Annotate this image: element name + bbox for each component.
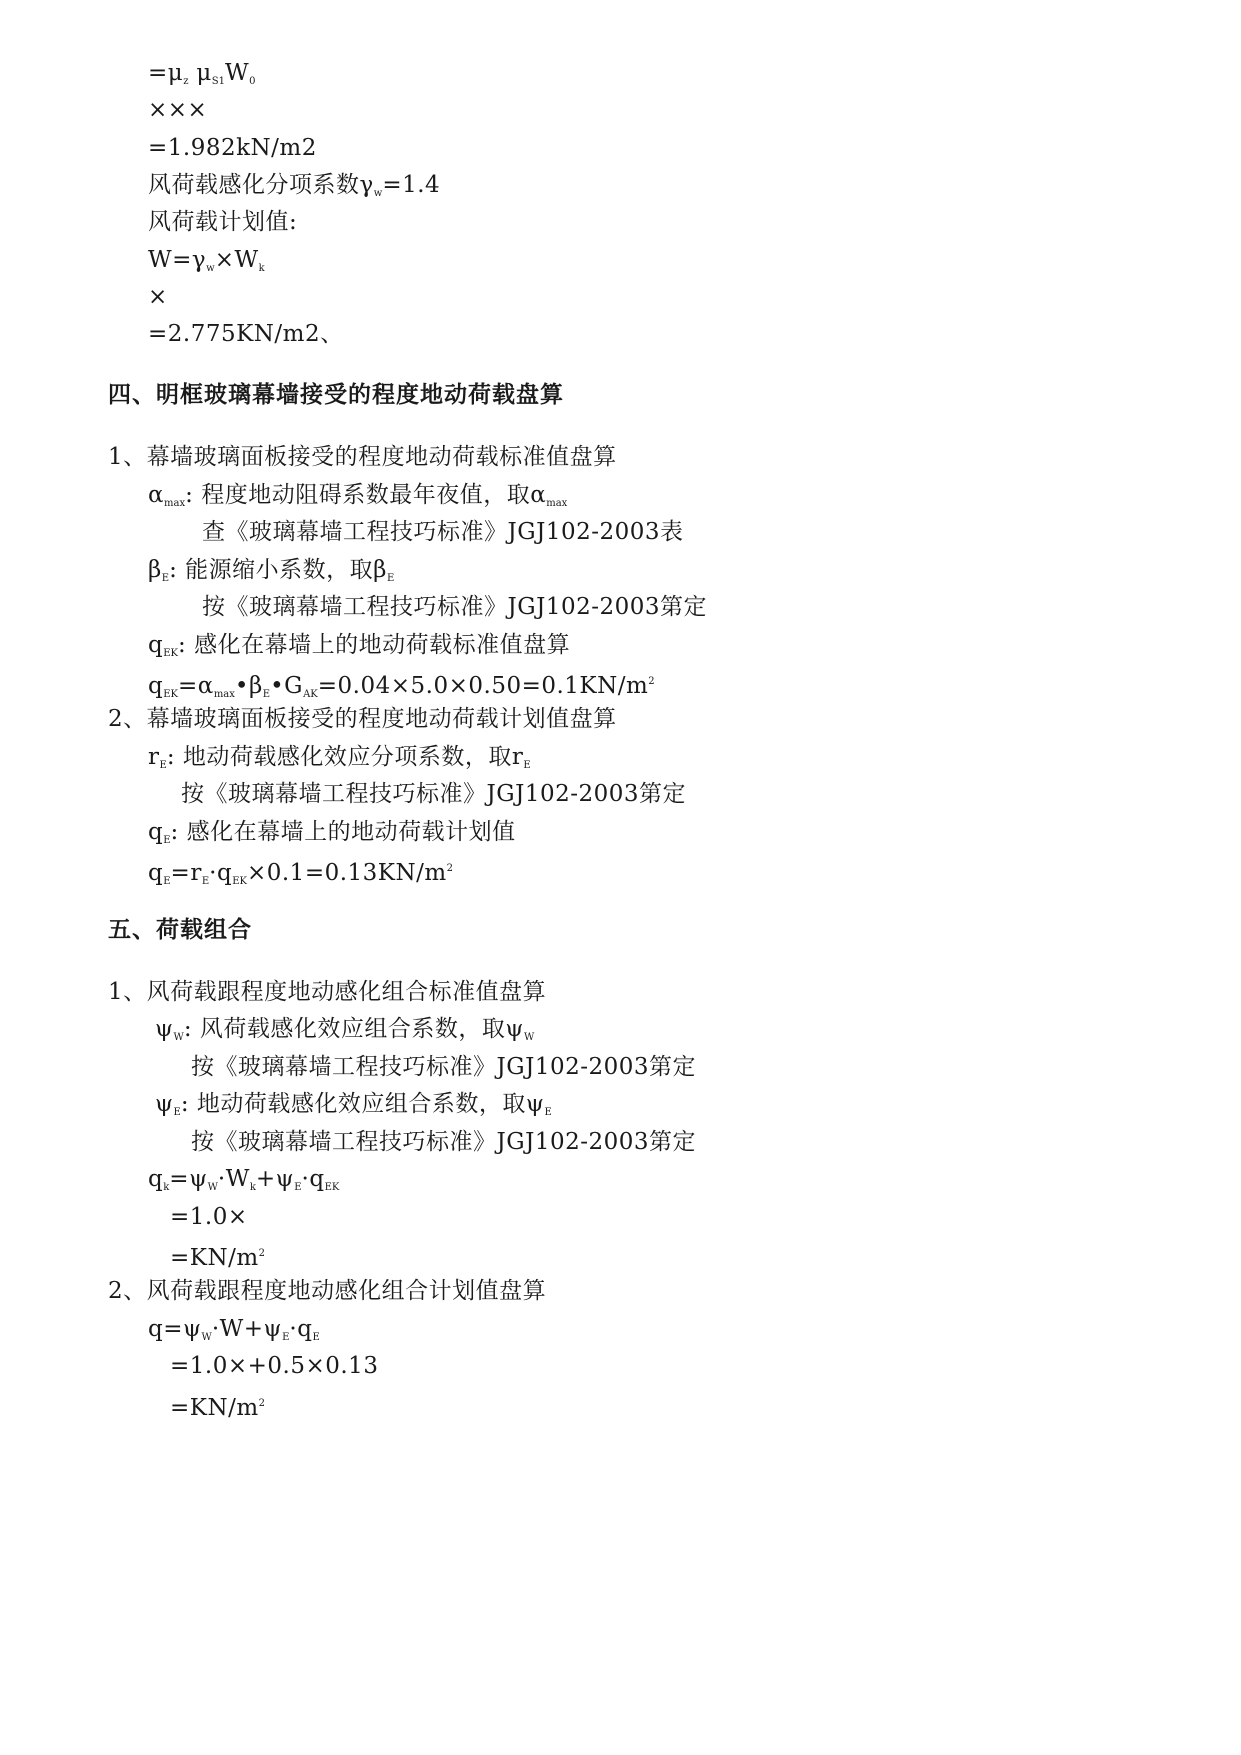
subscript: W	[201, 1332, 212, 1343]
subscript: max	[213, 689, 235, 700]
psi-e-text: : 地动荷载感化效应组合系数，取ψ	[180, 1091, 545, 1117]
subscript: EK	[324, 1182, 340, 1193]
superscript: 2	[648, 676, 655, 687]
formula-part: q=ψ	[148, 1316, 202, 1342]
symbol: ψ	[155, 1016, 174, 1042]
q-formula	[148, 1314, 320, 1353]
subscript: 0	[249, 76, 256, 87]
qk-formula	[148, 1164, 339, 1203]
formula-part: ·q	[301, 1166, 325, 1192]
unit-text: =KN/m	[170, 1245, 259, 1271]
formula-part: =r	[170, 860, 202, 886]
formula-part: •G	[270, 673, 304, 699]
qk-line2: =1.0×	[170, 1204, 248, 1230]
wind-mult: ×××	[148, 97, 208, 123]
r-line	[148, 742, 531, 781]
formula-part: =0.04×5.0×0.50=0.1KN/m	[317, 673, 649, 699]
qek-line	[148, 630, 570, 669]
subscript: E	[282, 1332, 290, 1343]
qe-line	[148, 817, 516, 856]
wind-w-value: =2.775KN/m2、	[148, 321, 344, 347]
section4-item2-title: 2、幕墙玻璃面板接受的程度地动荷载计划值盘算	[108, 706, 617, 732]
symbol: α	[148, 482, 165, 508]
formula-part: ·q	[209, 860, 233, 886]
subscript: k	[163, 1182, 170, 1193]
subscript: E	[262, 689, 271, 700]
formula-part: ·q	[289, 1316, 313, 1342]
formula-part: =α	[178, 673, 214, 699]
formula-part: +ψ	[255, 1166, 295, 1192]
symbol: ψ	[155, 1091, 174, 1117]
section4-heading: 四、明框玻璃幕墙接受的程度地动荷载盘算	[108, 382, 564, 408]
qe-text: : 感化在幕墙上的地动荷载计划值	[170, 819, 516, 845]
superscript: 2	[258, 1248, 266, 1259]
formula-part: W	[225, 60, 250, 86]
wind-gamma	[148, 170, 440, 209]
subscript: k	[249, 1182, 256, 1193]
wind-wk-value: =1.982kN/m2	[148, 135, 317, 161]
superscript: 2	[258, 1398, 266, 1409]
subscript: E	[523, 760, 531, 771]
subscript: W	[523, 1032, 535, 1043]
wind-formula	[148, 58, 256, 97]
formula-part: q	[148, 860, 164, 886]
alpha-text: : 程度地动阻碍系数最年夜值，取α	[185, 482, 547, 508]
qe-formula	[148, 854, 453, 897]
subscript: EK	[163, 689, 179, 700]
subscript: E	[386, 573, 395, 584]
wind-design-label: 风荷载计划值:	[148, 209, 298, 235]
q-line2: =1.0×+0.5×0.13	[170, 1353, 379, 1379]
formula-part: ·W	[217, 1166, 250, 1192]
psi-w-ref: 按《玻璃幕墙工程技巧标准》JGJ102-2003第定	[191, 1054, 697, 1080]
subscript: E	[294, 1182, 302, 1193]
alpha-line	[148, 480, 567, 519]
unit-text: =KN/m	[170, 1395, 259, 1421]
subscript: W	[207, 1182, 218, 1193]
subscript: w	[373, 188, 383, 199]
alpha-ref: 查《玻璃幕墙工程技巧标准》JGJ102-2003表	[202, 519, 684, 545]
section5-heading: 五、荷载组合	[108, 917, 252, 943]
superscript: 2	[446, 863, 454, 874]
formula-part: W=γ	[148, 247, 207, 273]
symbol: q	[148, 819, 164, 845]
formula-part: q	[148, 1166, 164, 1192]
subscript: E	[161, 573, 170, 584]
beta-ref: 按《玻璃幕墙工程技巧标准》JGJ102-2003第定	[202, 594, 708, 620]
subscript: E	[163, 835, 171, 846]
formula-part: ×0.1=0.13KN/m	[246, 860, 447, 886]
subscript: E	[312, 1332, 320, 1343]
subscript: EK	[163, 648, 179, 659]
section4-item1-title: 1、幕墙玻璃面板接受的程度地动荷载标准值盘算	[108, 444, 617, 470]
subscript: max	[546, 498, 568, 509]
psi-e-line	[155, 1089, 552, 1128]
formula-part: ·W+ψ	[211, 1316, 283, 1342]
gamma-value: =1.4	[382, 172, 441, 198]
subscript: z	[183, 76, 189, 87]
subscript: k	[258, 263, 265, 274]
psi-w-text: : 风荷载感化效应组合系数，取ψ	[183, 1016, 524, 1042]
subscript: max	[164, 498, 186, 509]
qk-line3	[170, 1239, 265, 1273]
formula-part: μ	[196, 60, 212, 86]
subscript: S1	[211, 76, 225, 87]
psi-w-line	[155, 1014, 534, 1053]
subscript: E	[201, 876, 210, 887]
formula-part: =ψ	[169, 1166, 208, 1192]
psi-e-ref: 按《玻璃幕墙工程技巧标准》JGJ102-2003第定	[191, 1129, 697, 1155]
formula-part: =μ	[148, 60, 184, 86]
symbol: r	[148, 744, 160, 770]
symbol: q	[148, 632, 164, 658]
subscript: EK	[232, 876, 247, 887]
gamma-text: 风荷载感化分项系数γ	[148, 172, 374, 198]
symbol: β	[148, 557, 162, 583]
formula-part: q	[148, 673, 164, 699]
wind-mult2: ×	[148, 284, 168, 310]
qek-text: : 感化在幕墙上的地动荷载标准值盘算	[178, 632, 571, 658]
q-line3	[170, 1389, 265, 1423]
beta-line	[148, 555, 394, 594]
section5-item1-title: 1、风荷载跟程度地动感化组合标准值盘算	[108, 979, 547, 1005]
formula-part: •β	[234, 673, 263, 699]
r-text: : 地动荷载感化效应分项系数，取r	[166, 744, 524, 770]
r-ref: 按《玻璃幕墙工程技巧标准》JGJ102-2003第定	[181, 781, 687, 807]
subscript: E	[544, 1107, 552, 1118]
section5-item2-title: 2、风荷载跟程度地动感化组合计划值盘算	[108, 1278, 547, 1304]
subscript: E	[163, 876, 171, 887]
subscript: E	[159, 760, 167, 771]
formula-part: ×W	[214, 247, 259, 273]
subscript: W	[173, 1032, 184, 1043]
subscript: E	[173, 1107, 181, 1118]
wind-w-formula	[148, 245, 265, 284]
subscript: AK	[303, 689, 318, 700]
subscript: w	[206, 263, 215, 274]
beta-text: : 能源缩小系数，取β	[169, 557, 387, 583]
